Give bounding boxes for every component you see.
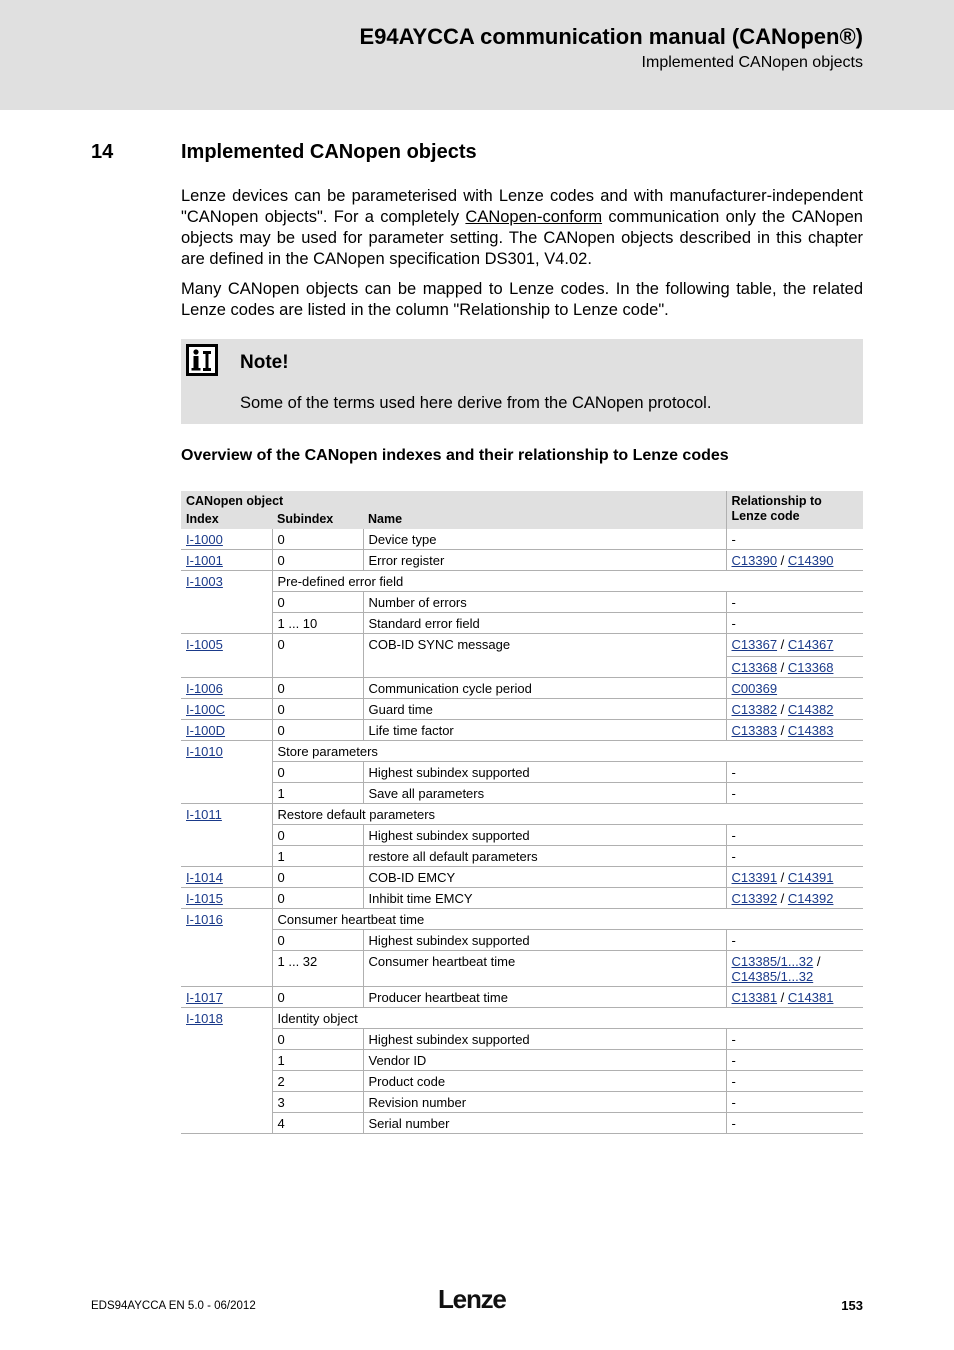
cell-name: Inhibit time EMCY bbox=[363, 888, 726, 909]
lenze-code-link[interactable]: C13385/1...32 bbox=[731, 954, 814, 969]
table-row bbox=[181, 888, 863, 909]
lenze-code-link[interactable]: C14392 bbox=[787, 891, 834, 906]
cell-index bbox=[181, 762, 272, 783]
cell-index bbox=[181, 741, 272, 762]
cell-subindex: 0 bbox=[272, 888, 363, 909]
cell-subindex: 0 bbox=[272, 720, 363, 741]
lenze-code-link[interactable]: C13367 bbox=[731, 637, 778, 652]
intro-paragraph-2: Many CANopen objects can be mapped to Lenze codes. In the following table, the related Lenze codes are listed in the column "Relationship to Lenze code". bbox=[181, 280, 863, 319]
table-row bbox=[181, 825, 863, 846]
cell-lenze-codes: C13385/1...32 / C14385/1...32 bbox=[726, 951, 863, 987]
cell-index bbox=[181, 909, 272, 930]
cell-name: Highest subindex supported bbox=[363, 762, 726, 783]
cell-lenze-codes: - bbox=[726, 1050, 863, 1071]
cell-name: Producer heartbeat time bbox=[363, 987, 726, 1008]
table-row bbox=[181, 930, 863, 951]
table-row bbox=[181, 699, 863, 720]
document-subtitle: Implemented CANopen objects bbox=[641, 54, 863, 71]
cell-name: Highest subindex supported bbox=[363, 825, 726, 846]
lenze-code-link[interactable]: C13381 bbox=[731, 990, 778, 1005]
cell-lenze-codes: C13383 / C14383 bbox=[726, 720, 863, 741]
lenze-logo bbox=[438, 1286, 516, 1314]
lenze-code-link[interactable]: C13383 bbox=[731, 723, 778, 738]
cell-index bbox=[181, 720, 272, 741]
cell-lenze-codes: C13392 / C14392 bbox=[726, 888, 863, 909]
note-text: Some of the terms used here derive from the CANopen protocol. bbox=[240, 394, 712, 412]
cell-subindex: 3 bbox=[272, 1092, 363, 1113]
table-row bbox=[181, 1071, 863, 1092]
intro-text-a: Lenze devices can be parameterised with Lenze codes and with manufacturer-independent "CANopen objects". For a completely bbox=[181, 187, 863, 226]
cell-subindex: 0 bbox=[272, 529, 363, 550]
object-group-name: Consumer heartbeat time bbox=[272, 909, 863, 930]
chapter-title: Implemented CANopen objects bbox=[181, 141, 477, 163]
cell-index bbox=[181, 699, 272, 720]
cell-name: Communication cycle period bbox=[363, 678, 726, 699]
object-index-link[interactable]: I-1000 bbox=[186, 532, 223, 547]
cell-lenze-codes: - bbox=[726, 846, 863, 867]
table-row bbox=[181, 1092, 863, 1113]
lenze-code-link[interactable]: C14391 bbox=[787, 870, 834, 885]
cell-name: Serial number bbox=[363, 1113, 726, 1134]
info-icon bbox=[186, 344, 218, 376]
lenze-code-link[interactable]: C14381 bbox=[787, 990, 834, 1005]
cell-name: Error register bbox=[363, 550, 726, 571]
cell-index bbox=[181, 529, 272, 550]
cell-index bbox=[181, 951, 272, 987]
cell-name: COB-ID EMCY bbox=[363, 867, 726, 888]
cell-subindex: 1 bbox=[272, 783, 363, 804]
cell-subindex: 1 bbox=[272, 1050, 363, 1071]
lenze-code-link[interactable]: C13368 bbox=[731, 660, 778, 675]
cell-subindex: 1 ... 10 bbox=[272, 613, 363, 634]
cell-name: Save all parameters bbox=[363, 783, 726, 804]
cell-subindex: 0 bbox=[272, 825, 363, 846]
cell-name: Vendor ID bbox=[363, 1050, 726, 1071]
cell-lenze-codes: C13391 / C14391 bbox=[726, 867, 863, 888]
object-index-link[interactable]: I-1010 bbox=[186, 744, 223, 759]
canopen-conform-link[interactable]: CANopen-conform bbox=[465, 208, 603, 226]
cell-index bbox=[181, 592, 272, 613]
cell-index bbox=[181, 804, 272, 825]
cell-subindex: 0 bbox=[272, 550, 363, 571]
table-row bbox=[181, 1008, 863, 1029]
cell-index bbox=[181, 571, 272, 592]
table-row bbox=[181, 741, 863, 762]
cell-index bbox=[181, 1071, 272, 1092]
table-row bbox=[181, 846, 863, 867]
cell-index bbox=[181, 930, 272, 951]
cell-name: Consumer heartbeat time bbox=[363, 951, 726, 987]
header-band bbox=[0, 0, 954, 110]
cell-lenze-codes bbox=[726, 678, 863, 699]
cell-subindex: 4 bbox=[272, 1113, 363, 1134]
cell-lenze-codes: - bbox=[726, 825, 863, 846]
cell-name: Guard time bbox=[363, 699, 726, 720]
table-row bbox=[181, 613, 863, 634]
intro-text-b: communication only the CANopen objects may be used for parameter setting. The CANopen objects described in this chapter are defined in the CANopen specification DS301, V4.02. bbox=[181, 208, 863, 268]
cell-index bbox=[181, 888, 272, 909]
table-row bbox=[181, 1029, 863, 1050]
cell-lenze-codes: - bbox=[726, 930, 863, 951]
footer-doc-id: EDS94AYCCA EN 5.0 - 06/2012 bbox=[91, 1300, 256, 1312]
cell-subindex: 0 bbox=[272, 762, 363, 783]
table-row bbox=[181, 909, 863, 930]
lenze-code-link[interactable]: C13391 bbox=[731, 870, 778, 885]
cell-lenze-codes: - bbox=[726, 1071, 863, 1092]
cell-subindex: 0 bbox=[272, 930, 363, 951]
table-row bbox=[181, 634, 863, 678]
cell-index bbox=[181, 846, 272, 867]
table-row bbox=[181, 951, 863, 987]
object-index-link[interactable]: I-1005 bbox=[186, 637, 223, 652]
cell-index bbox=[181, 634, 272, 678]
lenze-code-link[interactable]: C14383 bbox=[787, 723, 834, 738]
cell-index bbox=[181, 825, 272, 846]
cell-lenze-codes: C13390 / C14390 bbox=[726, 550, 863, 571]
document-title: E94AYCCA communication manual (CANopen®) bbox=[359, 24, 863, 49]
cell-lenze-codes: - bbox=[726, 783, 863, 804]
cell-subindex: 0 bbox=[272, 592, 363, 613]
cell-index bbox=[181, 613, 272, 634]
table-row bbox=[181, 529, 863, 550]
cell-lenze-codes: C13382 / C14382 bbox=[726, 699, 863, 720]
note-title: Note! bbox=[240, 352, 289, 373]
page-number: 153 bbox=[841, 1298, 863, 1313]
object-group-name: Store parameters bbox=[272, 741, 863, 762]
header-name: Name bbox=[363, 509, 726, 529]
cell-index bbox=[181, 1029, 272, 1050]
object-index-link[interactable]: I-1015 bbox=[186, 891, 223, 906]
table-heading: Overview of the CANopen indexes and their relationship to Lenze codes bbox=[181, 447, 729, 464]
lenze-code-link[interactable]: C14367 bbox=[787, 637, 834, 652]
object-group-name: Restore default parameters bbox=[272, 804, 863, 825]
cell-subindex: 0 bbox=[272, 678, 363, 699]
table-row bbox=[181, 987, 863, 1008]
table-row bbox=[181, 592, 863, 613]
chapter-number: 14 bbox=[91, 141, 114, 163]
cell-lenze-codes: C13367 / C14367 C13368 / C13368 bbox=[726, 634, 863, 678]
cell-lenze-codes: - bbox=[726, 1029, 863, 1050]
header-canopen-object: CANopen object bbox=[181, 491, 726, 509]
cell-subindex: 0 bbox=[272, 987, 363, 1008]
cell-lenze-codes: - bbox=[726, 592, 863, 613]
cell-index bbox=[181, 783, 272, 804]
cell-index bbox=[181, 678, 272, 699]
table-row bbox=[181, 571, 863, 592]
cell-lenze-codes: - bbox=[726, 613, 863, 634]
svg-text:Lenze: Lenze bbox=[438, 1286, 506, 1314]
cell-name: Revision number bbox=[363, 1092, 726, 1113]
cell-subindex: 0 bbox=[272, 1029, 363, 1050]
cell-subindex: 1 ... 32 bbox=[272, 951, 363, 987]
cell-subindex: 2 bbox=[272, 1071, 363, 1092]
object-index-link[interactable]: I-1018 bbox=[186, 1011, 223, 1026]
cell-lenze-codes: - bbox=[726, 1092, 863, 1113]
table-body bbox=[181, 529, 863, 1134]
table-row bbox=[181, 804, 863, 825]
cell-name: COB-ID SYNC message bbox=[363, 634, 726, 678]
header-index: Index bbox=[181, 509, 272, 529]
table-row bbox=[181, 867, 863, 888]
cell-index bbox=[181, 867, 272, 888]
cell-name: Highest subindex supported bbox=[363, 1029, 726, 1050]
table-row bbox=[181, 1050, 863, 1071]
cell-name: Highest subindex supported bbox=[363, 930, 726, 951]
cell-lenze-codes: - bbox=[726, 1113, 863, 1134]
lenze-code-link[interactable]: C14390 bbox=[787, 553, 834, 568]
object-index-link[interactable]: I-1017 bbox=[186, 990, 223, 1005]
object-index-link[interactable]: I-100D bbox=[186, 723, 226, 738]
cell-name: Standard error field bbox=[363, 613, 726, 634]
cell-subindex: 0 bbox=[272, 634, 363, 678]
cell-lenze-codes: C13381 / C14381 bbox=[726, 987, 863, 1008]
object-group-name: Identity object bbox=[272, 1008, 863, 1029]
object-index-link[interactable]: I-1016 bbox=[186, 912, 223, 927]
object-index-link[interactable]: I-100C bbox=[186, 702, 226, 717]
cell-index bbox=[181, 1008, 272, 1029]
header-subindex: Subindex bbox=[272, 509, 363, 529]
cell-subindex: 0 bbox=[272, 699, 363, 720]
object-index-link[interactable]: I-1014 bbox=[186, 870, 223, 885]
cell-subindex: 1 bbox=[272, 846, 363, 867]
table-row bbox=[181, 1113, 863, 1134]
cell-index bbox=[181, 550, 272, 571]
table-row bbox=[181, 550, 863, 571]
cell-name: restore all default parameters bbox=[363, 846, 726, 867]
note-box bbox=[181, 339, 863, 424]
lenze-code-link[interactable]: C14382 bbox=[787, 702, 834, 717]
lenze-code-link[interactable]: C13392 bbox=[731, 891, 778, 906]
table-row bbox=[181, 783, 863, 804]
cell-index bbox=[181, 1092, 272, 1113]
cell-name: Number of errors bbox=[363, 592, 726, 613]
table-row bbox=[181, 720, 863, 741]
object-index-link[interactable]: I-1006 bbox=[186, 681, 223, 696]
object-group-name: Pre-defined error field bbox=[272, 571, 863, 592]
lenze-code-link[interactable]: C00369 bbox=[731, 681, 778, 696]
object-index-link[interactable]: I-1003 bbox=[186, 574, 223, 589]
cell-index bbox=[181, 1050, 272, 1071]
cell-lenze-codes: - bbox=[726, 529, 863, 550]
table-row bbox=[181, 762, 863, 783]
lenze-code-link[interactable]: C13368 bbox=[787, 660, 834, 675]
object-index-link[interactable]: I-1001 bbox=[186, 553, 223, 568]
cell-index bbox=[181, 987, 272, 1008]
cell-index bbox=[181, 1113, 272, 1134]
lenze-code-link[interactable]: C13382 bbox=[731, 702, 778, 717]
table-row bbox=[181, 678, 863, 699]
lenze-code-link[interactable]: C14385/1...32 bbox=[731, 969, 814, 984]
cell-subindex: 0 bbox=[272, 867, 363, 888]
cell-lenze-codes: - bbox=[726, 762, 863, 783]
lenze-code-link[interactable]: C13390 bbox=[731, 553, 778, 568]
header-relationship: Relationship to Lenze code bbox=[726, 491, 863, 529]
object-index-link[interactable]: I-1011 bbox=[186, 807, 222, 822]
intro-paragraph-1 bbox=[181, 186, 863, 270]
cell-name: Device type bbox=[363, 529, 726, 550]
canopen-objects-table bbox=[181, 491, 863, 1134]
cell-name: Product code bbox=[363, 1071, 726, 1092]
cell-name: Life time factor bbox=[363, 720, 726, 741]
